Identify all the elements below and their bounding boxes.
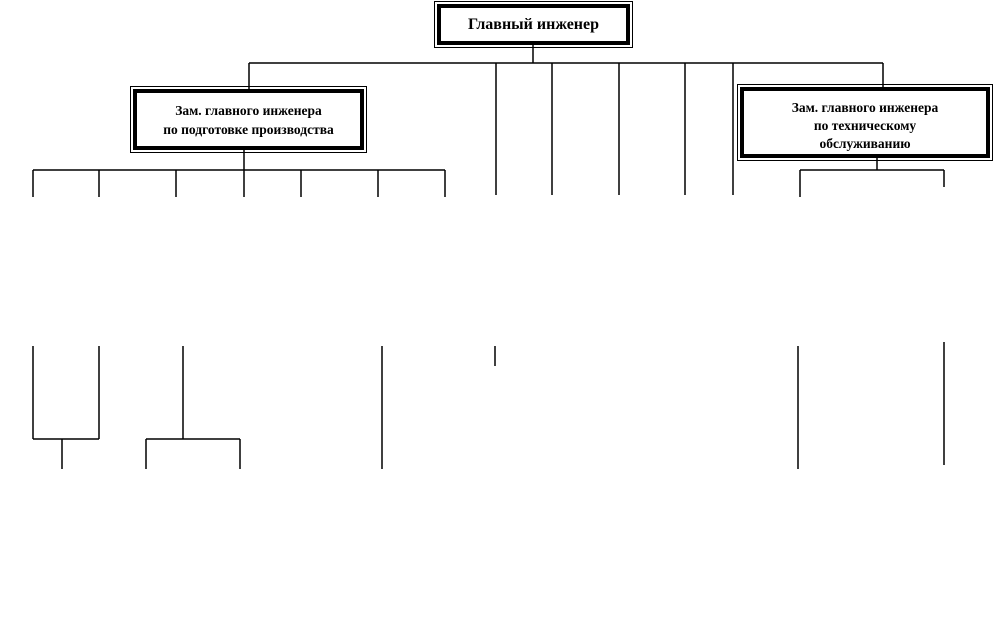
chief-engineer-label: Главный инженер [467, 16, 600, 33]
deputy-production-line-1: Зам. главного инженера [175, 103, 322, 118]
deputy-maintenance-line-2: по техническому [813, 118, 917, 133]
deputy-production-line-2: по подготовке производства [163, 122, 334, 137]
deputy-maintenance-line-1: Зам. главного инженера [791, 100, 939, 115]
deputy-maintenance-box [740, 87, 990, 158]
deputy-production-box [133, 89, 364, 150]
chief-engineer-box [437, 4, 630, 45]
deputy-maintenance-line-3: обслуживанию [819, 136, 911, 151]
